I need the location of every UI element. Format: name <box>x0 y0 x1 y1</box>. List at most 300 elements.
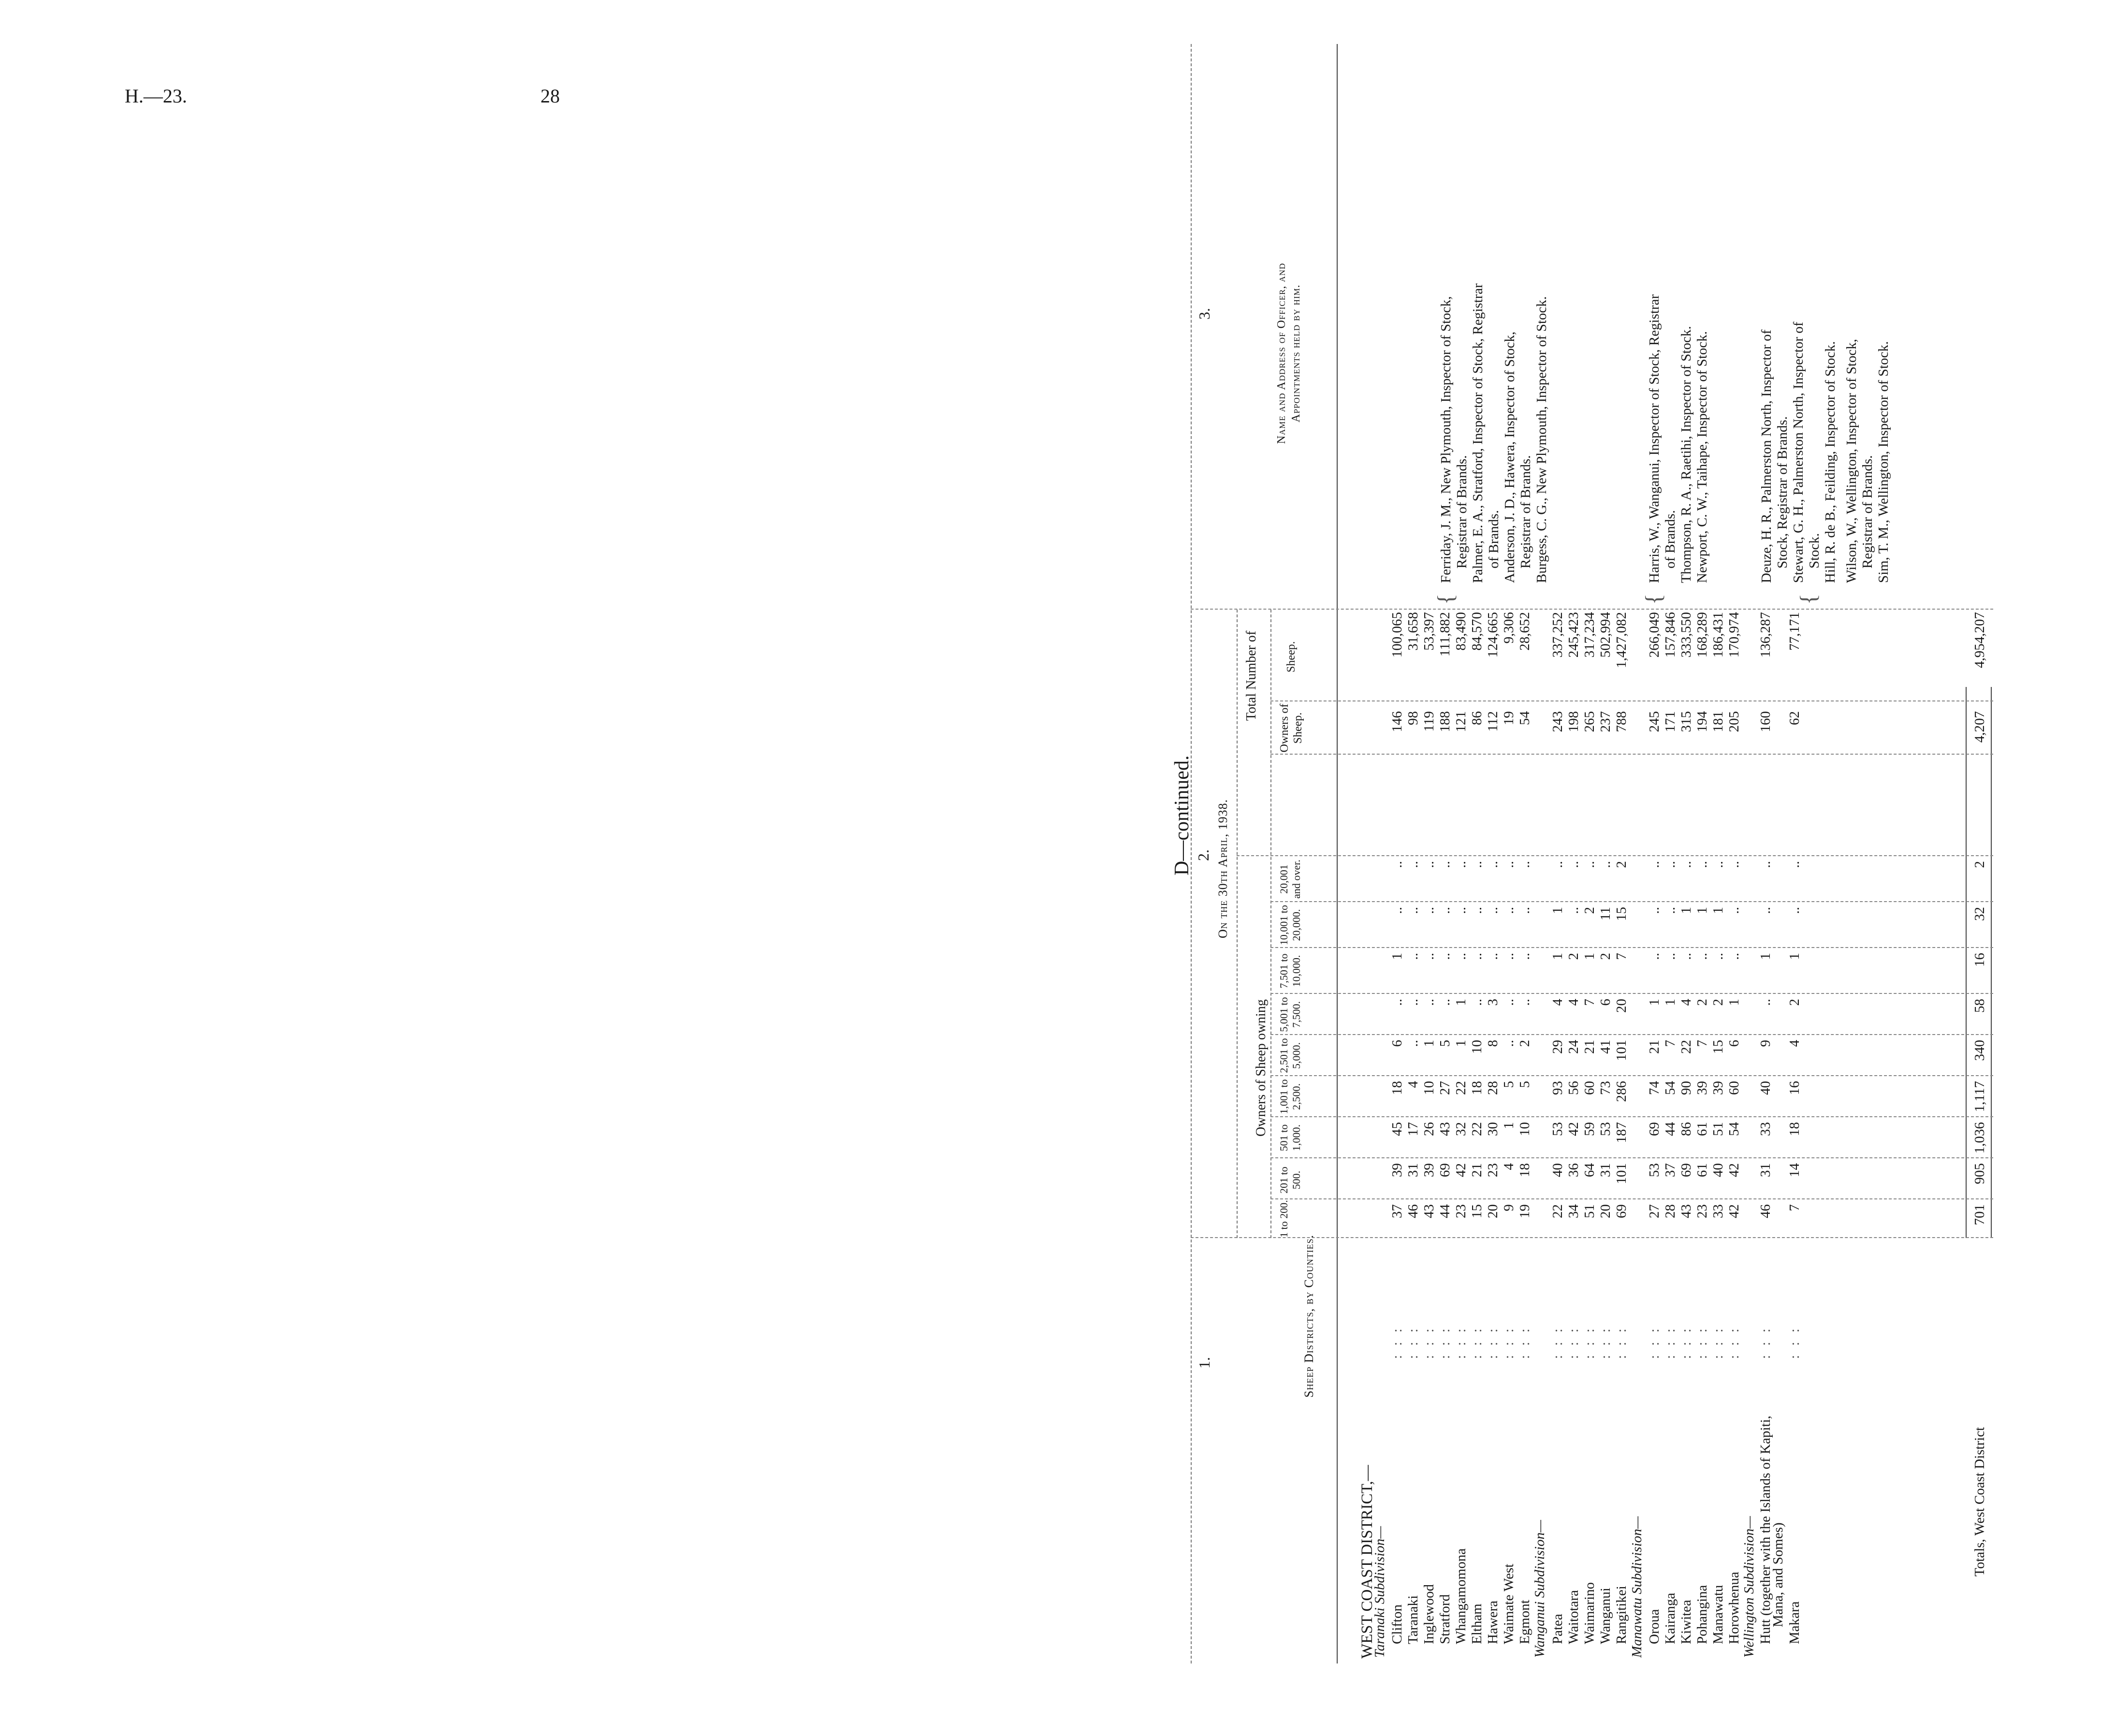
dot-leader: : : : <box>1758 1326 1773 1359</box>
data-cell: 43 <box>1421 1204 1437 1218</box>
data-cell: 333,550 <box>1678 612 1694 658</box>
table-row <box>1389 0 1405 1736</box>
officer-line: Palmer, E. A., Stratford, Inspector of Stock, Registrar <box>1470 283 1486 583</box>
data-cell: 39 <box>1389 1163 1405 1177</box>
data-cell: 86 <box>1469 711 1485 725</box>
data-cell: .. <box>1501 999 1517 1006</box>
row-label: Stratford <box>1437 1594 1453 1644</box>
data-cell: 245,423 <box>1566 612 1581 658</box>
data-cell: .. <box>1469 907 1485 914</box>
dot-leader: : : : <box>1405 1326 1421 1359</box>
data-cell: 7 <box>1614 953 1629 960</box>
data-cell: .. <box>1389 861 1405 868</box>
data-cell: 111,882 <box>1437 612 1453 657</box>
data-cell: 42 <box>1726 1204 1742 1218</box>
data-cell: 124,665 <box>1485 612 1501 658</box>
data-cell: 73 <box>1598 1081 1613 1095</box>
table-row <box>1726 0 1742 1736</box>
data-cell: 30 <box>1485 1122 1501 1136</box>
table-row <box>1517 0 1533 1736</box>
data-cell: .. <box>1758 907 1773 914</box>
data-cell: 51 <box>1710 1122 1726 1136</box>
data-cell: .. <box>1726 953 1742 960</box>
data-cell: 10 <box>1517 1122 1532 1136</box>
data-cell: 18 <box>1787 1122 1802 1136</box>
data-cell: 1 <box>1663 999 1678 1006</box>
data-cell: 4 <box>1566 999 1581 1006</box>
data-cell: 1 <box>1647 999 1662 1006</box>
data-cell: 60 <box>1582 1081 1597 1095</box>
data-cell: 28 <box>1485 1081 1501 1095</box>
data-cell: 1 <box>1710 907 1726 914</box>
officer-line: Registrar of Brands. <box>1454 455 1470 569</box>
table-row <box>1662 0 1678 1736</box>
data-cell: 43 <box>1678 1204 1694 1218</box>
row-label: Mana, and Somes) <box>1770 1522 1786 1627</box>
data-cell: 53 <box>1647 1163 1662 1177</box>
data-cell: 84,570 <box>1469 612 1485 651</box>
data-cell: 56 <box>1566 1081 1581 1095</box>
officer-heading-line-1: Name and Address of Officer, and <box>1275 263 1288 444</box>
table-row <box>1694 0 1710 1736</box>
data-cell: .. <box>1453 953 1469 960</box>
total-cell: 2 <box>1972 861 1987 868</box>
document-reference: H.—23. <box>125 85 187 107</box>
data-cell: 93 <box>1550 1081 1565 1095</box>
data-cell: 22 <box>1678 1040 1694 1054</box>
data-cell: 77,171 <box>1787 612 1802 651</box>
data-cell: 54 <box>1517 711 1532 725</box>
data-cell: 51 <box>1582 1204 1597 1218</box>
total-cell: 58 <box>1972 999 1987 1013</box>
table-row <box>1581 0 1598 1736</box>
section-heading-row <box>1741 0 1757 1736</box>
data-cell: 4 <box>1678 999 1694 1006</box>
data-cell: 28 <box>1663 1204 1678 1218</box>
data-cell: 14 <box>1787 1163 1802 1177</box>
data-cell: 53 <box>1550 1122 1565 1136</box>
range-header-5: 2,501 to 5,000. <box>1278 1038 1302 1073</box>
data-cell: 61 <box>1694 1163 1710 1177</box>
row-label: Manawatu Subdivision— <box>1629 1516 1645 1658</box>
officer-line: Newport, C. W., Taihape, Inspector of Stock. <box>1694 331 1710 583</box>
dot-leader: : : : <box>1389 1326 1405 1359</box>
data-cell: 69 <box>1647 1122 1662 1136</box>
total-cell: 701 <box>1972 1204 1987 1225</box>
row-label: Oroua <box>1647 1609 1662 1644</box>
data-cell: .. <box>1517 861 1532 868</box>
data-cell: 10 <box>1469 1040 1485 1054</box>
data-cell: 43 <box>1437 1122 1453 1136</box>
row-label: Wanganui <box>1598 1588 1613 1644</box>
data-cell: 24 <box>1566 1040 1581 1054</box>
officer-line: of Brands. <box>1663 510 1678 569</box>
sheep-heading: Sheep. <box>1285 641 1298 672</box>
data-cell: 46 <box>1758 1204 1773 1218</box>
data-cell: 39 <box>1694 1081 1710 1095</box>
data-cell: 1 <box>1453 1040 1469 1047</box>
table-row-continuation <box>1770 0 1786 1736</box>
data-cell: 6 <box>1598 999 1613 1006</box>
data-cell: 160 <box>1758 711 1773 732</box>
table-bottom-rule <box>1991 687 1992 1238</box>
data-cell: .. <box>1598 861 1613 868</box>
data-cell: 22 <box>1453 1081 1469 1095</box>
data-cell: 1 <box>1694 907 1710 914</box>
data-cell: 1 <box>1678 907 1694 914</box>
data-cell: .. <box>1453 907 1469 914</box>
totals-rule <box>1966 687 1967 1238</box>
range-header-9: 20,001 and over. <box>1278 860 1302 899</box>
data-cell: 205 <box>1726 711 1742 732</box>
range-header-8: 10,001 to 20,000. <box>1278 904 1302 946</box>
page-number: 28 <box>540 85 560 107</box>
dot-leader: : : : <box>1694 1326 1710 1359</box>
data-cell: 170,974 <box>1726 612 1742 658</box>
data-cell: 23 <box>1694 1204 1710 1218</box>
data-cell: 69 <box>1437 1163 1453 1177</box>
data-cell: 5 <box>1517 1081 1532 1088</box>
data-cell: 44 <box>1663 1122 1678 1136</box>
data-cell: 59 <box>1582 1122 1597 1136</box>
range-header-6: 5,001 to 7,500. <box>1278 997 1302 1032</box>
dot-leader: : : : <box>1453 1326 1469 1359</box>
data-cell: 45 <box>1389 1122 1405 1136</box>
data-cell: 1 <box>1787 953 1802 960</box>
data-cell: .. <box>1566 861 1581 868</box>
data-cell: 187 <box>1614 1122 1629 1143</box>
data-cell: 69 <box>1678 1163 1694 1177</box>
row-label: WEST COAST DISTRICT,— <box>1358 1465 1376 1659</box>
range-header-3: 501 to 1,000. <box>1278 1124 1302 1152</box>
data-cell: .. <box>1758 861 1773 868</box>
table-row <box>1678 0 1694 1736</box>
data-cell: 121 <box>1453 711 1469 732</box>
total-cell: 1,117 <box>1972 1081 1987 1112</box>
table-row <box>1421 0 1437 1736</box>
data-cell: 1 <box>1582 953 1597 960</box>
data-cell: 1 <box>1453 999 1469 1006</box>
data-cell: 83,490 <box>1453 612 1469 651</box>
range-header-2: 201 to 500. <box>1278 1167 1302 1194</box>
data-cell: 4 <box>1787 1040 1802 1047</box>
data-cell: 39 <box>1421 1163 1437 1177</box>
data-cell: 2 <box>1710 999 1726 1006</box>
rotated-table-sheet <box>1050 0 2101 1736</box>
row-label: Inglewood <box>1421 1584 1437 1644</box>
data-cell: 18 <box>1469 1081 1485 1095</box>
row-label: Taranaki Subdivision— <box>1372 1526 1387 1658</box>
data-cell: .. <box>1453 861 1469 868</box>
data-cell: .. <box>1405 861 1421 868</box>
data-cell: 39 <box>1710 1081 1726 1095</box>
officer-heading-line-2: Appointments held by him. <box>1290 284 1302 423</box>
row-label: Hawera <box>1485 1600 1501 1644</box>
dot-leader: : : : <box>1663 1326 1678 1359</box>
section-heading-row <box>1371 0 1388 1736</box>
dot-leader: : : : <box>1710 1326 1726 1359</box>
data-cell: .. <box>1437 999 1453 1006</box>
officer-line: Stock. <box>1807 533 1822 569</box>
data-cell: 54 <box>1663 1081 1678 1095</box>
data-cell: 28,652 <box>1517 612 1532 651</box>
total-cell: 905 <box>1972 1163 1987 1184</box>
data-cell: 62 <box>1787 711 1802 725</box>
dot-leader: : : : <box>1787 1326 1802 1359</box>
officer-line: Anderson, J. D., Hawera, Inspector of Stock, <box>1502 331 1517 583</box>
data-cell: 15 <box>1469 1204 1485 1218</box>
row-label: Kiwitea <box>1678 1600 1694 1644</box>
data-cell: .. <box>1566 907 1581 914</box>
total-cell: 4,954,207 <box>1972 612 1987 668</box>
data-cell: 3 <box>1485 999 1501 1006</box>
data-cell: .. <box>1437 907 1453 914</box>
owners-of-sheep-heading: Owners of Sheep. <box>1278 703 1304 753</box>
data-cell: .. <box>1389 907 1405 914</box>
data-cell: 16 <box>1787 1081 1802 1095</box>
data-cell: 37 <box>1389 1204 1405 1218</box>
data-cell: .. <box>1787 907 1802 914</box>
data-cell: 53 <box>1598 1122 1613 1136</box>
table-row <box>1437 0 1453 1736</box>
row-label: Kairanga <box>1663 1592 1678 1644</box>
data-cell: .. <box>1694 861 1710 868</box>
data-cell: 265 <box>1582 711 1597 732</box>
data-cell: 8 <box>1485 1040 1501 1047</box>
officer-line: Stock, Registrar of Brands. <box>1775 416 1790 569</box>
data-cell: .. <box>1501 907 1517 914</box>
row-label: Clifton <box>1389 1604 1405 1644</box>
data-cell: 1 <box>1758 953 1773 960</box>
data-cell: .. <box>1485 907 1501 914</box>
data-cell: 19 <box>1501 711 1517 725</box>
dot-leader: : : : <box>1517 1326 1532 1359</box>
data-cell: 20 <box>1598 1204 1613 1218</box>
officer-line: Thompson, R. A., Raetihi, Inspector of Stock. <box>1678 326 1694 583</box>
data-cell: 112 <box>1485 711 1501 732</box>
data-cell: .. <box>1726 907 1742 914</box>
officer-line: Registrar of Brands. <box>1518 455 1533 569</box>
row-label: Waitotara <box>1566 1590 1581 1644</box>
data-cell: 33 <box>1710 1204 1726 1218</box>
officer-line: Stewart, G. H., Palmerston North, Inspector of <box>1791 321 1806 583</box>
officer-brace-2: { <box>1641 593 1666 605</box>
data-cell: 42 <box>1453 1163 1469 1177</box>
data-cell: 188 <box>1437 711 1453 732</box>
data-cell: 23 <box>1485 1163 1501 1177</box>
data-cell: .. <box>1663 861 1678 868</box>
data-cell: .. <box>1647 861 1662 868</box>
data-cell: 90 <box>1678 1081 1694 1095</box>
data-cell: 146 <box>1389 711 1405 732</box>
data-cell: 21 <box>1469 1163 1485 1177</box>
data-cell: .. <box>1517 999 1532 1006</box>
data-cell: 502,994 <box>1598 612 1613 658</box>
data-cell: .. <box>1469 953 1485 960</box>
data-cell: .. <box>1405 953 1421 960</box>
dot-leader: : : : <box>1678 1326 1694 1359</box>
data-cell: 61 <box>1694 1122 1710 1136</box>
table-row <box>1469 0 1485 1736</box>
data-cell: 40 <box>1550 1163 1565 1177</box>
data-cell: 186,431 <box>1710 612 1726 658</box>
data-cell: 41 <box>1598 1040 1613 1054</box>
owners-rule <box>1270 610 1271 1238</box>
data-cell: 18 <box>1517 1163 1532 1177</box>
data-cell: 2 <box>1582 907 1597 914</box>
data-cell: 46 <box>1405 1204 1421 1218</box>
header-top-rule <box>1191 44 1192 1663</box>
data-cell: .. <box>1710 953 1726 960</box>
dot-leader: : : : <box>1598 1326 1613 1359</box>
data-cell: 42 <box>1726 1163 1742 1177</box>
data-cell: 9 <box>1501 1204 1517 1211</box>
data-cell: 337,252 <box>1550 612 1565 658</box>
data-cell: 237 <box>1598 711 1613 732</box>
data-cell: 6 <box>1726 1040 1742 1047</box>
data-cell: 157,846 <box>1663 612 1678 658</box>
data-cell: 86 <box>1678 1122 1694 1136</box>
officer-brace-3: { <box>1795 593 1821 605</box>
dot-leader: : : : <box>1614 1326 1629 1359</box>
data-cell: 315 <box>1678 711 1694 732</box>
data-cell: 22 <box>1550 1204 1565 1218</box>
data-cell: 101 <box>1614 1040 1629 1061</box>
data-cell: 17 <box>1405 1122 1421 1136</box>
data-cell: 19 <box>1517 1204 1532 1218</box>
data-cell: .. <box>1405 1040 1421 1047</box>
officer-line: Harris, W., Wanganui, Inspector of Stock, Registrar <box>1647 294 1662 583</box>
column-2-number: 2. <box>1195 849 1212 861</box>
data-cell: 286 <box>1614 1081 1629 1102</box>
data-cell: 1 <box>1550 953 1565 960</box>
totals-row <box>1971 0 1988 1736</box>
data-cell: 1 <box>1726 999 1742 1006</box>
row-label: Pohangina <box>1694 1585 1710 1644</box>
data-cell: 198 <box>1566 711 1581 732</box>
section-heading-row <box>1532 0 1548 1736</box>
data-cell: .. <box>1694 953 1710 960</box>
data-cell: 9,306 <box>1501 612 1517 644</box>
table-row <box>1646 0 1663 1736</box>
range-header-7: 7,501 to 10,000. <box>1278 953 1302 989</box>
row-label: Makara <box>1787 1601 1802 1644</box>
data-cell: 1 <box>1550 907 1565 914</box>
data-cell: .. <box>1485 953 1501 960</box>
data-cell: 74 <box>1647 1081 1662 1095</box>
row-label: Wanganui Subdivision— <box>1532 1520 1547 1658</box>
row-label: Waimarino <box>1582 1582 1597 1644</box>
dot-leader: : : : <box>1550 1326 1565 1359</box>
total-cell: 32 <box>1972 907 1987 921</box>
table-row <box>1453 0 1469 1736</box>
table-title: D—continued. <box>1171 755 1193 875</box>
data-cell: .. <box>1710 861 1726 868</box>
data-cell: 9 <box>1758 1040 1773 1047</box>
dot-leader: : : : <box>1647 1326 1662 1359</box>
data-cell: 101 <box>1614 1163 1629 1184</box>
data-cell: 171 <box>1663 711 1678 732</box>
officer-line: Wilson, W., Wellington, Inspector of Stock, <box>1844 338 1859 583</box>
data-cell: .. <box>1501 953 1517 960</box>
section-heading-row <box>1629 0 1645 1736</box>
data-cell: 168,289 <box>1694 612 1710 658</box>
table-row <box>1501 0 1517 1736</box>
row-label: Waimate West <box>1501 1563 1517 1644</box>
data-cell: 20 <box>1614 999 1629 1013</box>
data-cell: 32 <box>1453 1122 1469 1136</box>
row-label: Wellington Subdivision— <box>1741 1516 1757 1658</box>
data-cell: .. <box>1647 907 1662 914</box>
dot-leader: : : : <box>1421 1326 1437 1359</box>
data-cell: 11 <box>1598 907 1613 920</box>
data-cell: 60 <box>1726 1081 1742 1095</box>
table-row <box>1485 0 1501 1736</box>
row-label: Egmont <box>1517 1600 1532 1644</box>
data-cell: 31 <box>1758 1163 1773 1177</box>
data-cell: 1,427,082 <box>1614 612 1629 668</box>
data-cell: 31 <box>1598 1163 1613 1177</box>
dot-leader: : : : <box>1469 1326 1485 1359</box>
row-label: Taranaki <box>1405 1595 1421 1644</box>
data-cell: .. <box>1517 953 1532 960</box>
data-cell: 2 <box>1787 999 1802 1006</box>
data-cell: 31 <box>1405 1163 1421 1177</box>
table-row <box>1786 0 1803 1736</box>
data-cell: 27 <box>1647 1204 1662 1218</box>
data-cell: .. <box>1501 861 1517 868</box>
data-cell: .. <box>1517 907 1532 914</box>
data-cell: 36 <box>1566 1163 1581 1177</box>
total-number-heading: Total Number of <box>1244 630 1259 721</box>
table-row <box>1710 0 1726 1736</box>
data-cell: 245 <box>1647 711 1662 732</box>
table-row <box>1597 0 1614 1736</box>
data-cell: 98 <box>1405 711 1421 725</box>
data-cell: 1 <box>1421 1040 1437 1047</box>
officer-line: Registrar of Brands. <box>1860 455 1875 569</box>
data-cell: 64 <box>1582 1163 1597 1177</box>
totals-label: Totals, West Coast District <box>1972 1427 1987 1576</box>
data-cell: 15 <box>1614 907 1629 921</box>
column-1-number: 1. <box>1196 1357 1213 1369</box>
officer-line: Sim, T. M., Wellington, Inspector of Stock. <box>1876 341 1891 583</box>
data-cell: .. <box>1421 999 1437 1006</box>
data-cell: .. <box>1437 861 1453 868</box>
data-cell: 100,065 <box>1389 612 1405 658</box>
data-cell: 2 <box>1517 1040 1532 1047</box>
column-1-heading: Sheep Districts, by Counties. <box>1302 1234 1316 1398</box>
data-cell: 26 <box>1421 1122 1437 1136</box>
data-cell: 136,287 <box>1758 612 1773 658</box>
data-cell: .. <box>1550 861 1565 868</box>
row-label: Rangitikei <box>1614 1586 1629 1644</box>
data-cell: 7 <box>1694 1040 1710 1047</box>
data-cell: 69 <box>1614 1204 1629 1218</box>
data-cell: 194 <box>1694 711 1710 732</box>
data-cell: 317,234 <box>1582 612 1597 658</box>
dot-leader: : : : <box>1485 1326 1501 1359</box>
dot-leader: : : : <box>1566 1326 1581 1359</box>
data-cell: .. <box>1582 861 1597 868</box>
data-cell: 20 <box>1485 1204 1501 1218</box>
data-cell: 7 <box>1582 999 1597 1006</box>
data-cell: 4 <box>1405 1081 1421 1088</box>
data-cell: 1 <box>1501 1122 1517 1129</box>
data-cell: 21 <box>1582 1040 1597 1054</box>
data-cell: 181 <box>1710 711 1726 732</box>
total-cell: 340 <box>1972 1040 1987 1061</box>
